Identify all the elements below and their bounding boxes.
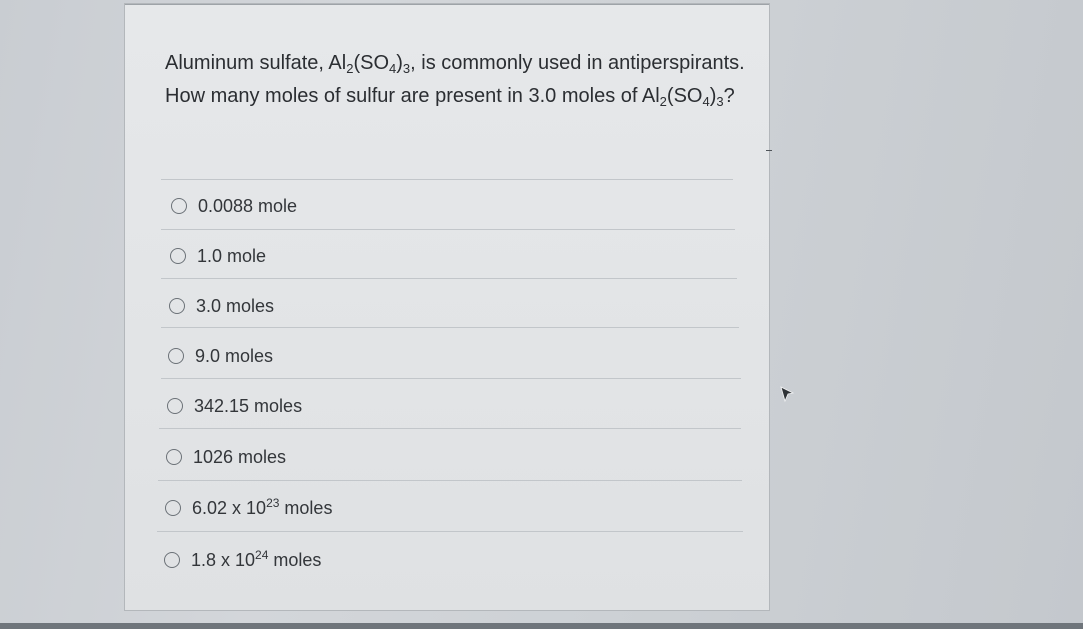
option-label: 1026 moles bbox=[193, 446, 287, 467]
option-label: 0.0088 mole bbox=[198, 195, 298, 216]
radio-unselected-icon[interactable] bbox=[169, 298, 185, 314]
option-label: 3.0 moles bbox=[196, 295, 275, 316]
question-subscript: 2 bbox=[659, 94, 667, 109]
answer-option-6[interactable] bbox=[166, 443, 286, 471]
question-subscript: 4 bbox=[389, 61, 397, 76]
answer-option-7[interactable] bbox=[165, 494, 332, 522]
radio-unselected-icon[interactable] bbox=[168, 348, 184, 364]
card-edge-tick bbox=[766, 150, 772, 151]
answer-option-1[interactable] bbox=[171, 192, 297, 220]
option-label bbox=[192, 495, 333, 519]
question-subscript: 2 bbox=[346, 61, 354, 76]
radio-unselected-icon[interactable] bbox=[167, 398, 183, 414]
option-mantissa: 1.8 x 10 bbox=[191, 549, 256, 570]
divider bbox=[161, 327, 739, 328]
question-text bbox=[165, 47, 745, 113]
option-unit: moles bbox=[268, 549, 322, 570]
radio-unselected-icon[interactable] bbox=[170, 248, 186, 264]
divider bbox=[161, 229, 735, 230]
option-label bbox=[191, 547, 322, 571]
radio-unselected-icon[interactable] bbox=[171, 198, 187, 214]
question-subscript: 3 bbox=[716, 94, 724, 109]
question-part: (SO bbox=[353, 52, 389, 74]
question-part: (SO bbox=[666, 85, 703, 107]
option-exponent: 24 bbox=[255, 547, 269, 562]
mouse-pointer-icon bbox=[779, 384, 795, 404]
question-part: Aluminum sulfate, Al bbox=[165, 52, 347, 74]
divider bbox=[157, 531, 743, 532]
question-subscript: 3 bbox=[402, 61, 411, 76]
screen-bottom-edge bbox=[0, 623, 1083, 629]
option-mantissa: 6.02 x 10 bbox=[192, 497, 267, 518]
question-part: ) bbox=[396, 52, 403, 74]
option-unit: moles bbox=[279, 497, 333, 518]
divider bbox=[159, 428, 741, 429]
radio-unselected-icon[interactable] bbox=[165, 500, 181, 516]
radio-unselected-icon[interactable] bbox=[166, 449, 182, 465]
card-top-border bbox=[125, 4, 769, 5]
radio-unselected-icon[interactable] bbox=[164, 552, 180, 568]
question-part: ) bbox=[709, 85, 717, 107]
divider bbox=[158, 480, 742, 481]
option-label: 9.0 moles bbox=[195, 345, 274, 366]
question-card bbox=[124, 3, 770, 611]
answer-option-5[interactable] bbox=[167, 392, 302, 420]
answer-option-8[interactable] bbox=[164, 546, 321, 574]
option-exponent: 23 bbox=[266, 495, 280, 510]
divider bbox=[161, 179, 733, 180]
option-label: 1.0 mole bbox=[197, 245, 267, 266]
divider bbox=[161, 378, 741, 379]
question-part: ? bbox=[723, 85, 735, 107]
option-label: 342.15 moles bbox=[194, 395, 303, 416]
question-part: , is commonly used in antiperspirants. How many moles of sulfur are present in 3.0 moles of Al bbox=[165, 52, 745, 107]
answer-option-3[interactable] bbox=[169, 292, 274, 320]
divider bbox=[161, 278, 737, 279]
answer-option-4[interactable] bbox=[168, 342, 273, 370]
question-subscript: 4 bbox=[702, 94, 710, 109]
answer-option-2[interactable] bbox=[170, 242, 266, 270]
